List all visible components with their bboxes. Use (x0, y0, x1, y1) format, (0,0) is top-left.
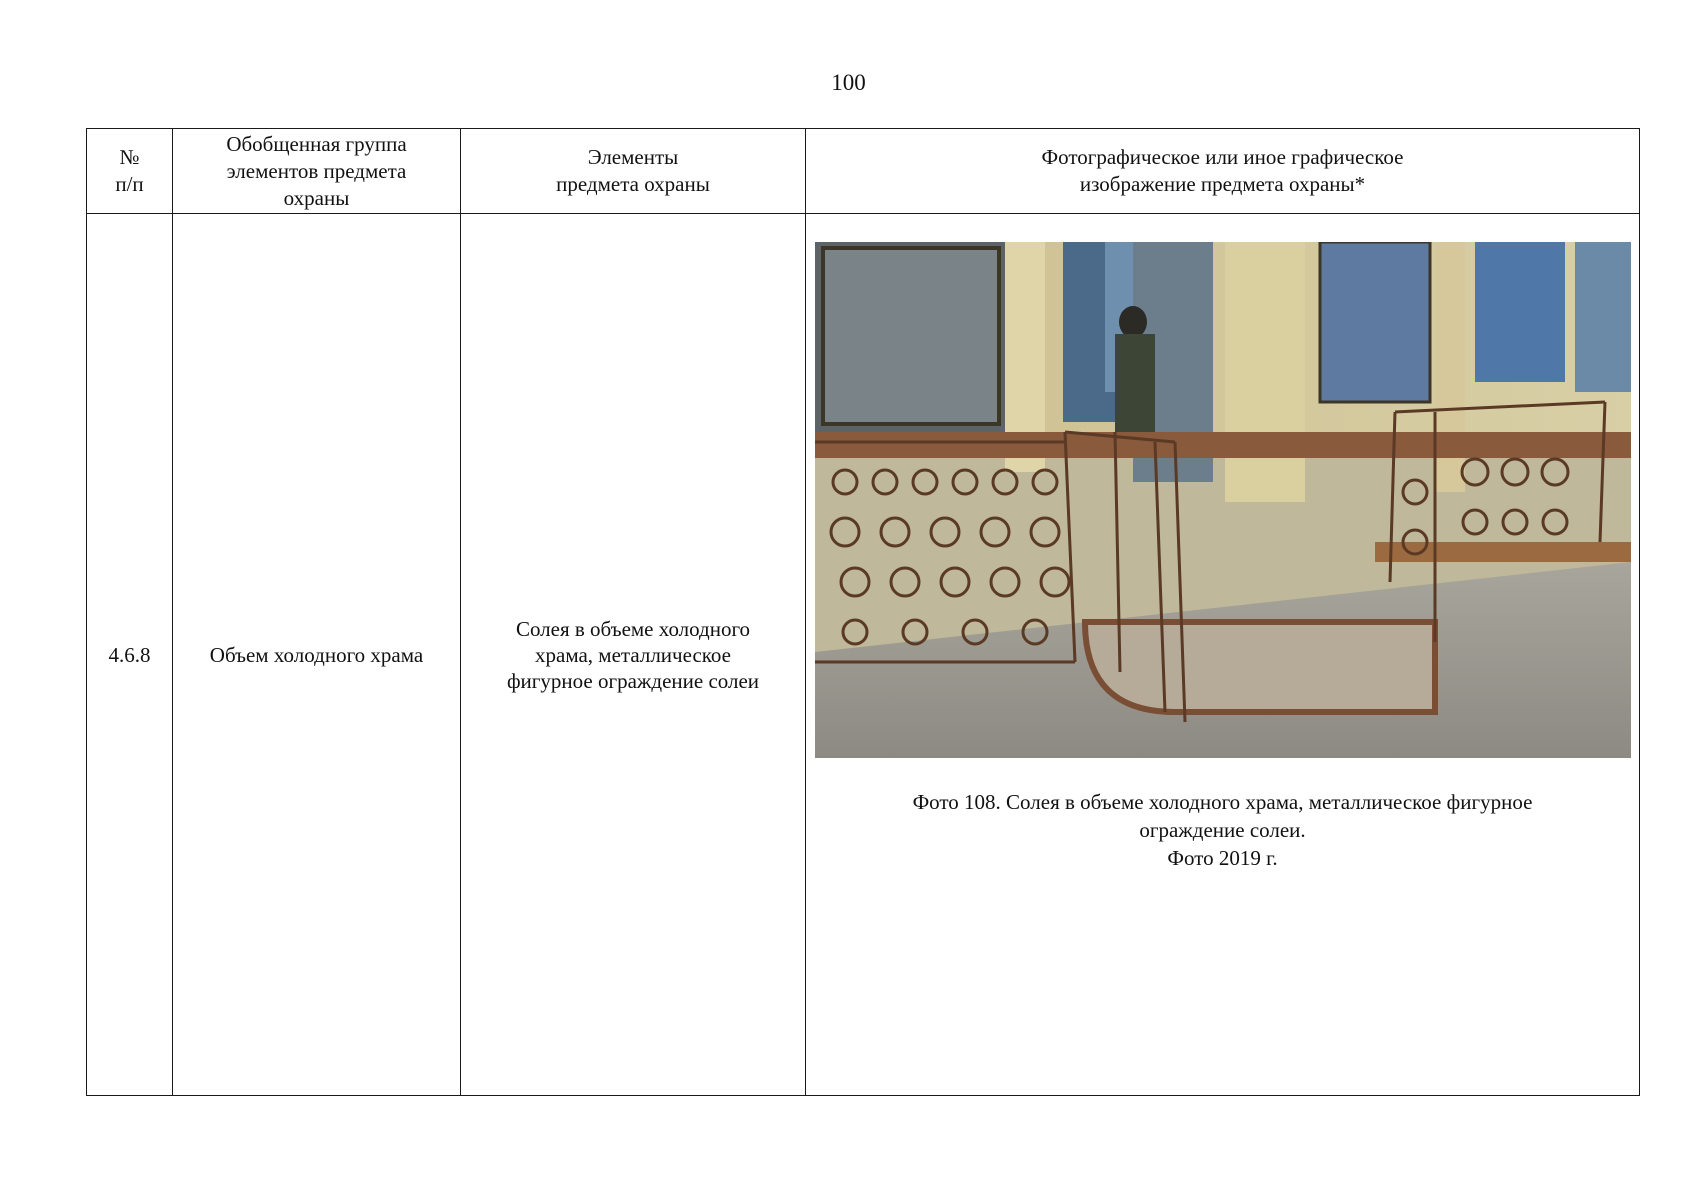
header-photo-line2: изображение предмета охраны* (1079, 172, 1366, 196)
header-elements-line1: Элементы (587, 145, 679, 169)
row-elements-line1: Солея в объеме холодного (515, 616, 751, 641)
row-elements-line2: храма, металлическое (535, 642, 731, 667)
photo-caption-line3: Фото 2019 г. (1167, 846, 1278, 870)
row-elements-line3: фигурное ограждение солеи (506, 668, 760, 693)
photo-caption-line1: Фото 108. Солея в объеме холодного храма, металлическое фигурное (912, 790, 1533, 814)
row-number: 4.6.8 (87, 214, 173, 1096)
photo-caption-line2: ограждение солеи. (1139, 818, 1306, 842)
header-number (87, 129, 173, 214)
header-group (173, 129, 461, 214)
row-photo-cell (806, 214, 1640, 1096)
header-number-line2: п/п (115, 172, 144, 196)
table-header-row (87, 129, 1640, 214)
header-group-line2: элементов предмета (226, 158, 407, 183)
header-group-line1: Обобщенная группа (226, 131, 407, 156)
header-group-line3: охраны (283, 185, 350, 210)
photo-illustration (815, 242, 1631, 758)
header-photo (806, 129, 1640, 214)
header-elements (461, 129, 806, 214)
page-number: 100 (831, 70, 866, 95)
header-elements-line2: предмета охраны (556, 172, 710, 196)
table-row (87, 214, 1640, 1096)
header-number-line1: № (119, 145, 140, 169)
row-elements (461, 214, 806, 1096)
photo-soleas-railing (815, 242, 1631, 758)
header-photo-line1: Фотографическое или иное графическое (1041, 145, 1404, 169)
photo-caption (806, 788, 1639, 872)
row-group: Объем холодного храма (173, 214, 461, 1096)
protection-table (86, 128, 1640, 1096)
